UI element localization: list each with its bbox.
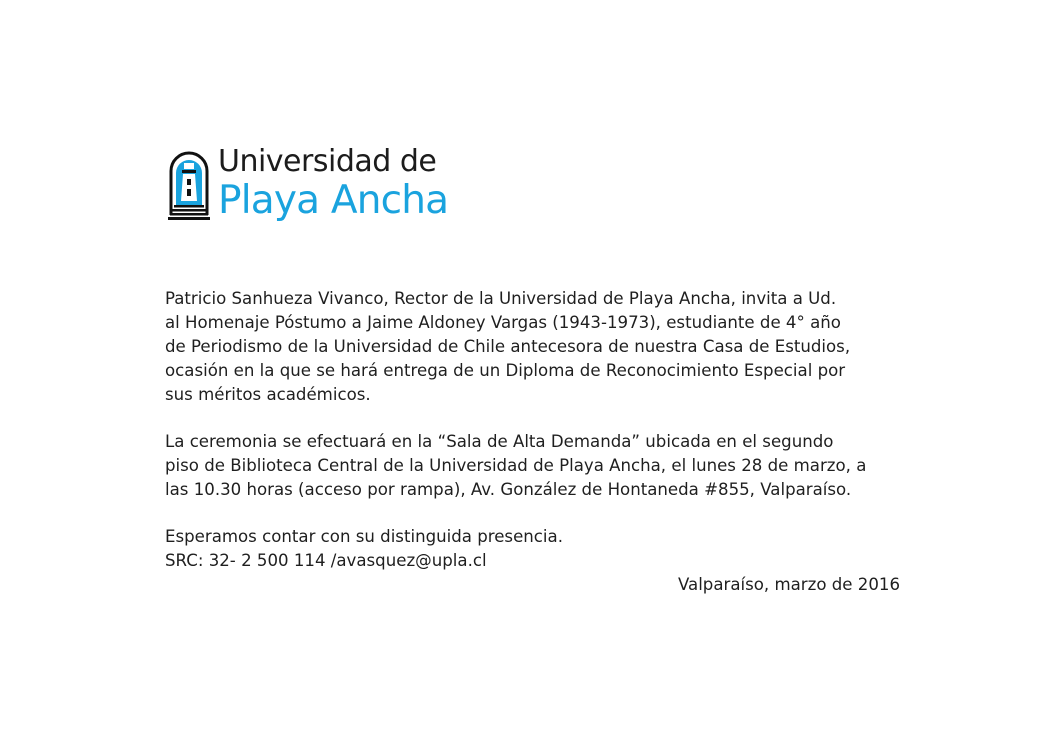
text-line: ocasión en la que se hará entrega de un Diploma de Reconocimiento Especial por — [165, 361, 846, 380]
logo-line-playa-ancha: Playa Ancha — [218, 178, 449, 223]
logo-wordmark — [218, 145, 448, 223]
text-line: piso de Biblioteca Central de la Universidad de Playa Ancha, el lunes 28 de marzo, a — [165, 456, 867, 475]
text-line: al Homenaje Póstumo a Jaime Aldoney Vargas (1943-1973), estudiante de 4° año — [165, 313, 841, 332]
text-line: La ceremonia se efectuará en la “Sala de Alta Demanda” ubicada en el segundo — [165, 432, 834, 451]
invitation-paragraph — [165, 287, 900, 407]
text-line: las 10.30 horas (acceso por rampa), Av. González de Hontaneda #855, Valparaíso. — [165, 480, 852, 499]
logo-line-university: Universidad de — [218, 144, 437, 179]
text-line: de Periodismo de la Universidad de Chile antecesora de nuestra Casa de Estudios, — [165, 337, 851, 356]
closing-line: Esperamos contar con su distinguida presencia. — [165, 527, 563, 546]
date-line: Valparaíso, marzo de 2016 — [677, 575, 900, 594]
university-logo — [168, 145, 468, 230]
text-line: Patricio Sanhueza Vivanco, Rector de la Universidad de Playa Ancha, invita a Ud. — [165, 289, 837, 308]
text-line: sus méritos académicos. — [165, 385, 371, 404]
lighthouse-icon — [168, 149, 210, 221]
contact-line: SRC: 32- 2 500 114 /avasquez@upla.cl — [165, 551, 487, 570]
ceremony-paragraph — [165, 430, 900, 502]
closing-paragraph — [165, 525, 900, 573]
